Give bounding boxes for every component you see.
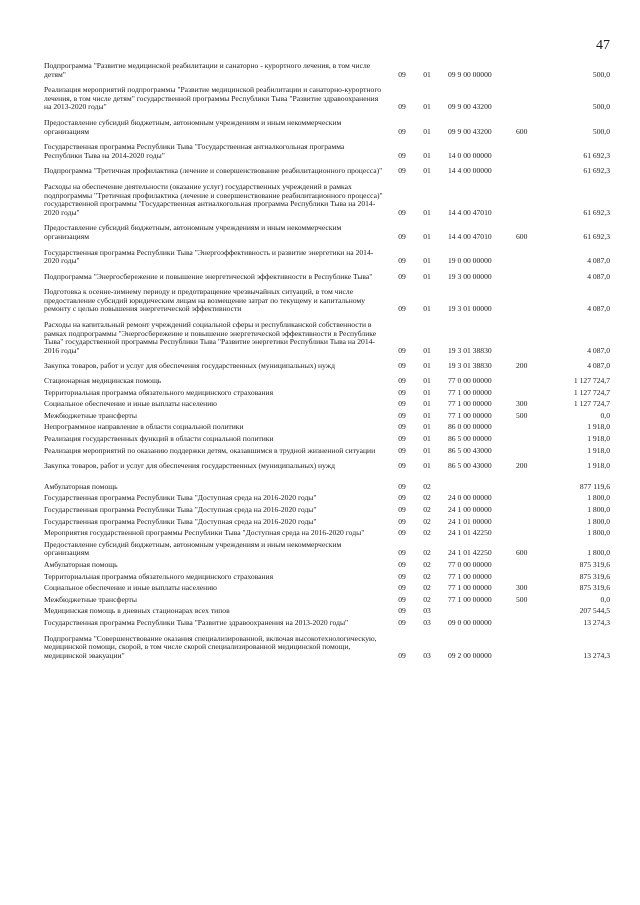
cell-cs: 14 4 00 00000 bbox=[448, 166, 492, 176]
cell-rz: 09 bbox=[398, 422, 406, 432]
cell-name: Предоставление субсидий бюджетным, автономным учреждениям и иным некоммерческим организациям bbox=[44, 539, 342, 558]
cell-name: Подпрограмма "Третичная профилактика (лечение и совершенствование реабилитационного процесса)" bbox=[44, 166, 383, 176]
cell-name: Подготовка к осенне-зимнему периоду и предотвращение чрезвычайных ситуаций, в том числе предоставление субсидий юридическим лицам на возмещение затрат по текущему и капитальному ремонту с целью повышения энергетической эффективности bbox=[44, 287, 366, 314]
table-row bbox=[44, 518, 610, 527]
cell-cs: 77 1 00 00000 bbox=[448, 571, 492, 581]
cell-rz: 09 bbox=[398, 207, 406, 217]
cell-sum: 500,0 bbox=[592, 102, 610, 112]
cell-pr: 03 bbox=[423, 617, 431, 627]
cell-cs: 24 0 00 00000 bbox=[448, 493, 492, 503]
cell-cs: 77 1 00 00000 bbox=[448, 594, 492, 604]
cell-sum: 207 544,5 bbox=[579, 606, 610, 616]
cell-pr: 01 bbox=[423, 410, 431, 420]
cell-sum: 500,0 bbox=[592, 126, 610, 136]
cell-name: Государственная программа Республики Тыва "Доступная среда на 2016-2020 годы" bbox=[44, 516, 317, 526]
cell-rz: 09 bbox=[398, 594, 406, 604]
table-row bbox=[44, 321, 610, 355]
cell-name: Социальное обеспечение и иные выплаты населению bbox=[44, 399, 217, 409]
cell-vr: 300 bbox=[516, 583, 528, 593]
cell-pr: 02 bbox=[423, 481, 431, 491]
table-row bbox=[44, 541, 610, 558]
cell-cs: 77 1 00 00000 bbox=[448, 399, 492, 409]
table-row bbox=[44, 423, 610, 432]
cell-pr: 02 bbox=[423, 516, 431, 526]
cell-rz: 09 bbox=[398, 69, 406, 79]
cell-name: Межбюджетные трансферты bbox=[44, 410, 137, 420]
table-row bbox=[44, 447, 610, 456]
cell-pr: 01 bbox=[423, 361, 431, 371]
cell-name: Подпрограмма "Энергосбережение и повышение энергетической эффективности в Республике Тыва" bbox=[44, 271, 373, 281]
cell-rz: 09 bbox=[398, 583, 406, 593]
cell-rz: 09 bbox=[398, 166, 406, 176]
cell-pr: 01 bbox=[423, 422, 431, 432]
cell-cs: 14 4 00 47010 bbox=[448, 231, 492, 241]
cell-vr: 300 bbox=[516, 399, 528, 409]
cell-rz: 09 bbox=[398, 617, 406, 627]
cell-rz: 09 bbox=[398, 345, 406, 355]
cell-rz: 09 bbox=[398, 376, 406, 386]
cell-pr: 01 bbox=[423, 126, 431, 136]
table-row bbox=[44, 483, 610, 492]
table-row bbox=[44, 167, 610, 176]
cell-pr: 02 bbox=[423, 528, 431, 538]
cell-name: Территориальная программа обязательного медицинского страхования bbox=[44, 571, 274, 581]
table-row bbox=[44, 435, 610, 444]
cell-cs: 77 1 00 00000 bbox=[448, 583, 492, 593]
cell-cs: 19 3 01 00000 bbox=[448, 304, 492, 314]
cell-cs: 24 1 01 42250 bbox=[448, 548, 492, 558]
page-number: 47 bbox=[596, 38, 610, 53]
cell-name: Амбулаторная помощь bbox=[44, 559, 118, 569]
cell-cs: 19 3 01 38830 bbox=[448, 345, 492, 355]
cell-cs: 09 9 00 43200 bbox=[448, 102, 492, 112]
cell-pr: 03 bbox=[423, 606, 431, 616]
cell-rz: 09 bbox=[398, 271, 406, 281]
cell-sum: 61 692,3 bbox=[583, 150, 610, 160]
cell-name: Мероприятия государственной программы Республики Тыва "Доступная среда на 2016-2020 годы" bbox=[44, 528, 365, 538]
cell-name: Межбюджетные трансферты bbox=[44, 594, 137, 604]
cell-cs: 19 3 01 38830 bbox=[448, 361, 492, 371]
cell-name: Государственная программа Республики Тыва "Доступная среда на 2016-2020 годы" bbox=[44, 504, 317, 514]
table-row bbox=[44, 561, 610, 570]
cell-cs: 09 2 00 00000 bbox=[448, 650, 492, 660]
cell-pr: 03 bbox=[423, 650, 431, 660]
table-row bbox=[44, 389, 610, 398]
cell-name: Реализация мероприятий подпрограммы "Развитие медицинской реабилитации и санаторно-курортного лечения, в том числе детям" государственной программы Республики Тыва "Развитие здравоохранения на 2013-2020 годы" bbox=[44, 85, 382, 112]
cell-name: Закупка товаров, работ и услуг для обеспечения государственных (муниципальных) нужд bbox=[44, 361, 335, 371]
cell-rz: 09 bbox=[398, 650, 406, 660]
table-row bbox=[44, 62, 610, 79]
cell-vr: 600 bbox=[516, 126, 528, 136]
table-row bbox=[44, 494, 610, 503]
table-row bbox=[44, 249, 610, 266]
cell-rz: 09 bbox=[398, 481, 406, 491]
cell-pr: 01 bbox=[423, 207, 431, 217]
cell-sum: 61 692,3 bbox=[583, 231, 610, 241]
cell-vr: 600 bbox=[516, 231, 528, 241]
cell-sum: 1 918,0 bbox=[587, 461, 610, 471]
cell-name: Расходы на обеспечение деятельности (оказание услуг) государственных учреждений в рамках подпрограммы "Третичная профилактика (лечение и совершенствование реабилитационного процесса)" государственной программы "Государственная антиалкогольная программа Республики Тыва на 2014-2020 годы" bbox=[44, 181, 383, 217]
cell-sum: 1 800,0 bbox=[587, 516, 610, 526]
cell-sum: 1 127 724,7 bbox=[573, 376, 610, 386]
cell-sum: 1 800,0 bbox=[587, 528, 610, 538]
table-row bbox=[44, 143, 610, 160]
cell-cs: 14 0 00 00000 bbox=[448, 150, 492, 160]
cell-name: Государственная программа Республики Тыва "Доступная среда на 2016-2020 годы" bbox=[44, 493, 317, 503]
cell-rz: 09 bbox=[398, 445, 406, 455]
table-row bbox=[44, 506, 610, 515]
table-row bbox=[44, 86, 610, 112]
cell-pr: 01 bbox=[423, 69, 431, 79]
cell-vr: 500 bbox=[516, 410, 528, 420]
cell-vr: 200 bbox=[516, 361, 528, 371]
cell-cs: 09 0 00 00000 bbox=[448, 617, 492, 627]
cell-rz: 09 bbox=[398, 606, 406, 616]
cell-name: Социальное обеспечение и иные выплаты населению bbox=[44, 583, 217, 593]
cell-pr: 01 bbox=[423, 376, 431, 386]
cell-cs: 77 0 00 00000 bbox=[448, 376, 492, 386]
cell-name: Государственная программа Республики Тыва "Государственная антиалкогольная программа Республики Тыва на 2014-2020 годы" bbox=[44, 142, 345, 160]
cell-name: Расходы на капитальный ремонт учреждений социальной сферы и республиканской собственности в рамках подпрограммы "Энергосбережение и повышение энергетической эффективности в Республике Тыва" государственной программы Республики Тыва "Развитие энергетики Республики Тыва на 2014-2016 годы" bbox=[44, 320, 377, 355]
cell-sum: 0,0 bbox=[600, 410, 610, 420]
cell-pr: 01 bbox=[423, 445, 431, 455]
cell-name: Закупка товаров, работ и услуг для обеспечения государственных (муниципальных) нужд bbox=[44, 461, 335, 471]
cell-rz: 09 bbox=[398, 231, 406, 241]
cell-rz: 09 bbox=[398, 516, 406, 526]
cell-sum: 875 319,6 bbox=[579, 571, 610, 581]
cell-sum: 875 319,6 bbox=[579, 583, 610, 593]
cell-pr: 02 bbox=[423, 583, 431, 593]
cell-cs: 09 9 00 00000 bbox=[448, 69, 492, 79]
cell-pr: 01 bbox=[423, 271, 431, 281]
cell-rz: 09 bbox=[398, 493, 406, 503]
cell-pr: 02 bbox=[423, 548, 431, 558]
cell-name: Медицинская помощь в дневных стационарах всех типов bbox=[44, 606, 230, 616]
cell-rz: 09 bbox=[398, 126, 406, 136]
table-row bbox=[44, 288, 610, 314]
cell-name: Государственная программа Республики Тыва "Энергоэффективность и развитие энергетики на 2014-2020 годы" bbox=[44, 247, 374, 266]
cell-sum: 1 800,0 bbox=[587, 504, 610, 514]
cell-pr: 01 bbox=[423, 461, 431, 471]
table-row bbox=[44, 377, 610, 386]
cell-pr: 01 bbox=[423, 304, 431, 314]
cell-name: Реализация государственных функций в области социальной политики bbox=[44, 434, 274, 443]
cell-cs: 86 5 00 43000 bbox=[448, 461, 492, 471]
cell-cs: 19 0 00 00000 bbox=[448, 256, 492, 266]
cell-name: Государственная программа Республики Тыва "Развитие здравоохранения на 2013-2020 годы" bbox=[44, 617, 349, 627]
table-row bbox=[44, 584, 610, 593]
table-row bbox=[44, 224, 610, 241]
cell-sum: 13 274,3 bbox=[583, 617, 610, 627]
cell-cs: 24 1 01 42250 bbox=[448, 528, 492, 538]
cell-pr: 02 bbox=[423, 571, 431, 581]
table-row bbox=[44, 119, 610, 136]
table-row bbox=[44, 412, 610, 421]
table-row bbox=[44, 596, 610, 605]
cell-name: Подпрограмма "Развитие медицинской реабилитации и санаторно - курортного лечения, в том числе детям" bbox=[44, 61, 371, 79]
cell-vr: 600 bbox=[516, 548, 528, 558]
cell-pr: 02 bbox=[423, 493, 431, 503]
table-row bbox=[44, 400, 610, 409]
cell-rz: 09 bbox=[398, 559, 406, 569]
table-row bbox=[44, 529, 610, 538]
cell-sum: 1 800,0 bbox=[587, 548, 610, 558]
cell-pr: 01 bbox=[423, 434, 431, 443]
cell-pr: 01 bbox=[423, 102, 431, 112]
cell-pr: 01 bbox=[423, 231, 431, 241]
table-row bbox=[44, 462, 610, 471]
table-row bbox=[44, 273, 610, 282]
cell-sum: 61 692,3 bbox=[583, 207, 610, 217]
cell-name: Реализация мероприятий по оказанию поддержки детям, оказавшимся в трудной жизненной ситуации bbox=[44, 445, 376, 455]
cell-sum: 13 274,3 bbox=[583, 650, 610, 660]
cell-sum: 877 119,6 bbox=[579, 481, 610, 491]
cell-pr: 01 bbox=[423, 399, 431, 409]
cell-sum: 500,0 bbox=[592, 69, 610, 79]
cell-name: Стационарная медицинская помощь bbox=[44, 376, 162, 386]
cell-rz: 09 bbox=[398, 571, 406, 581]
cell-sum: 1 918,0 bbox=[587, 434, 610, 443]
cell-pr: 02 bbox=[423, 559, 431, 569]
cell-rz: 09 bbox=[398, 304, 406, 314]
table-row bbox=[44, 619, 610, 628]
cell-pr: 01 bbox=[423, 387, 431, 397]
cell-cs: 24 1 01 00000 bbox=[448, 516, 492, 526]
cell-rz: 09 bbox=[398, 256, 406, 266]
cell-rz: 09 bbox=[398, 504, 406, 514]
cell-cs: 86 5 00 00000 bbox=[448, 434, 492, 443]
cell-sum: 1 800,0 bbox=[587, 493, 610, 503]
cell-rz: 09 bbox=[398, 399, 406, 409]
cell-rz: 09 bbox=[398, 461, 406, 471]
cell-cs: 14 4 00 47010 bbox=[448, 207, 492, 217]
cell-pr: 02 bbox=[423, 504, 431, 514]
table-row bbox=[44, 183, 610, 217]
cell-vr: 500 bbox=[516, 594, 528, 604]
cell-cs: 77 1 00 00000 bbox=[448, 387, 492, 397]
cell-vr: 200 bbox=[516, 461, 528, 471]
cell-rz: 09 bbox=[398, 387, 406, 397]
cell-name: Предоставление субсидий бюджетным, автономным учреждениям и иным некоммерческим организациям bbox=[44, 223, 342, 241]
cell-name: Территориальная программа обязательного медицинского страхования bbox=[44, 387, 274, 397]
cell-rz: 09 bbox=[398, 150, 406, 160]
cell-rz: 09 bbox=[398, 528, 406, 538]
cell-sum: 0,0 bbox=[600, 594, 610, 604]
cell-pr: 02 bbox=[423, 594, 431, 604]
cell-name: Непрограммное направление в области социальной политики bbox=[44, 422, 244, 432]
cell-sum: 1 918,0 bbox=[587, 422, 610, 432]
cell-sum: 875 319,6 bbox=[579, 559, 610, 569]
cell-sum: 1 127 724,7 bbox=[573, 387, 610, 397]
table-row bbox=[44, 607, 610, 616]
cell-cs: 77 1 00 00000 bbox=[448, 410, 492, 420]
cell-sum: 4 087,0 bbox=[587, 256, 610, 266]
cell-cs: 86 5 00 43000 bbox=[448, 445, 492, 455]
cell-sum: 4 087,0 bbox=[587, 345, 610, 355]
cell-sum: 4 087,0 bbox=[587, 271, 610, 281]
cell-pr: 01 bbox=[423, 345, 431, 355]
cell-name: Подпрограмма "Совершенствование оказания специализированной, включая высокотехнологическую, медицинской помощи, скорой, в том числе скорой специализированной медицинской помощи, медицинской эвакуации" bbox=[44, 633, 377, 660]
budget-table bbox=[44, 62, 610, 660]
cell-name: Предоставление субсидий бюджетным, автономным учреждениям и иным некоммерческим организациям bbox=[44, 117, 342, 136]
cell-name: Амбулаторная помощь bbox=[44, 481, 118, 491]
cell-pr: 01 bbox=[423, 150, 431, 160]
cell-cs: 86 0 00 00000 bbox=[448, 422, 492, 432]
cell-sum: 4 087,0 bbox=[587, 304, 610, 314]
cell-sum: 1 127 724,7 bbox=[573, 399, 610, 409]
cell-rz: 09 bbox=[398, 410, 406, 420]
cell-rz: 09 bbox=[398, 361, 406, 371]
cell-rz: 09 bbox=[398, 434, 406, 443]
table-row bbox=[44, 635, 610, 661]
table-row bbox=[44, 362, 610, 371]
cell-cs: 19 3 00 00000 bbox=[448, 271, 492, 281]
cell-cs: 09 9 00 43200 bbox=[448, 126, 492, 136]
cell-pr: 01 bbox=[423, 256, 431, 266]
cell-sum: 61 692,3 bbox=[583, 166, 610, 176]
cell-pr: 01 bbox=[423, 166, 431, 176]
cell-sum: 1 918,0 bbox=[587, 445, 610, 455]
table-row bbox=[44, 573, 610, 582]
cell-rz: 09 bbox=[398, 548, 406, 558]
cell-sum: 4 087,0 bbox=[587, 361, 610, 371]
cell-cs: 77 0 00 00000 bbox=[448, 559, 492, 569]
cell-cs: 24 1 00 00000 bbox=[448, 504, 492, 514]
cell-rz: 09 bbox=[398, 102, 406, 112]
